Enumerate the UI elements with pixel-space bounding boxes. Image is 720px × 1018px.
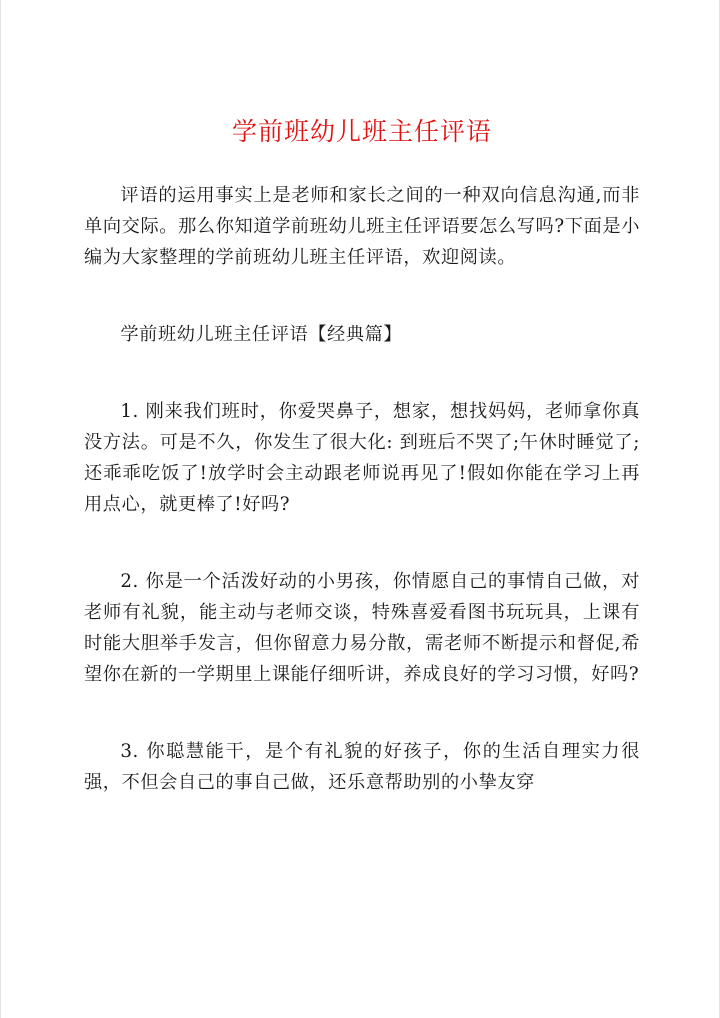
document-body <box>84 112 640 798</box>
paragraph-spacer <box>84 273 640 319</box>
comment-item-2: 2. 你是一个活泼好动的小男孩，你情愿自己的事情自己做，对老师有礼貌，能主动与老师交谈，特殊喜爱看图书玩玩具，上课有时能大胆举手发言，但你留意力易分散，需老师不断提示和督促,希望你在新的一学期里上课能仔细听讲，养成良好的学习习惯，好吗? <box>84 571 640 685</box>
paragraph-spacer <box>84 350 640 396</box>
intro-paragraph: 评语的运用事实上是老师和家长之间的一种双向信息沟通,而非单向交际。那么你知道学前班幼儿班主任评语要怎么写吗?下面是小编为大家整理的学前班幼儿班主任评语，欢迎阅读。 <box>84 185 640 268</box>
page-left-border <box>0 0 1 1018</box>
document-title: 学前班幼儿班主任评语 <box>231 117 492 146</box>
section-heading: 学前班幼儿班主任评语【经典篇】 <box>120 324 403 345</box>
paragraph-spacer <box>84 690 640 736</box>
paragraph-spacer <box>84 520 640 566</box>
comment-item-3: 3. 你聪慧能干，是个有礼貌的好孩子，你的生活自理实力很强，不但会自己的事自己做，还乐意帮助别的小挚友穿 <box>84 741 640 793</box>
comment-item-1: 1. 刚来我们班时，你爱哭鼻子，想家，想找妈妈，老师拿你真没方法。可是不久，你发生了很大化: 到班后不哭了;午休时睡觉了;还乖乖吃饭了!放学时会主动跟老师说再见了!假如你能在学习上再用点心，就更棒了!好吗? <box>84 401 640 515</box>
